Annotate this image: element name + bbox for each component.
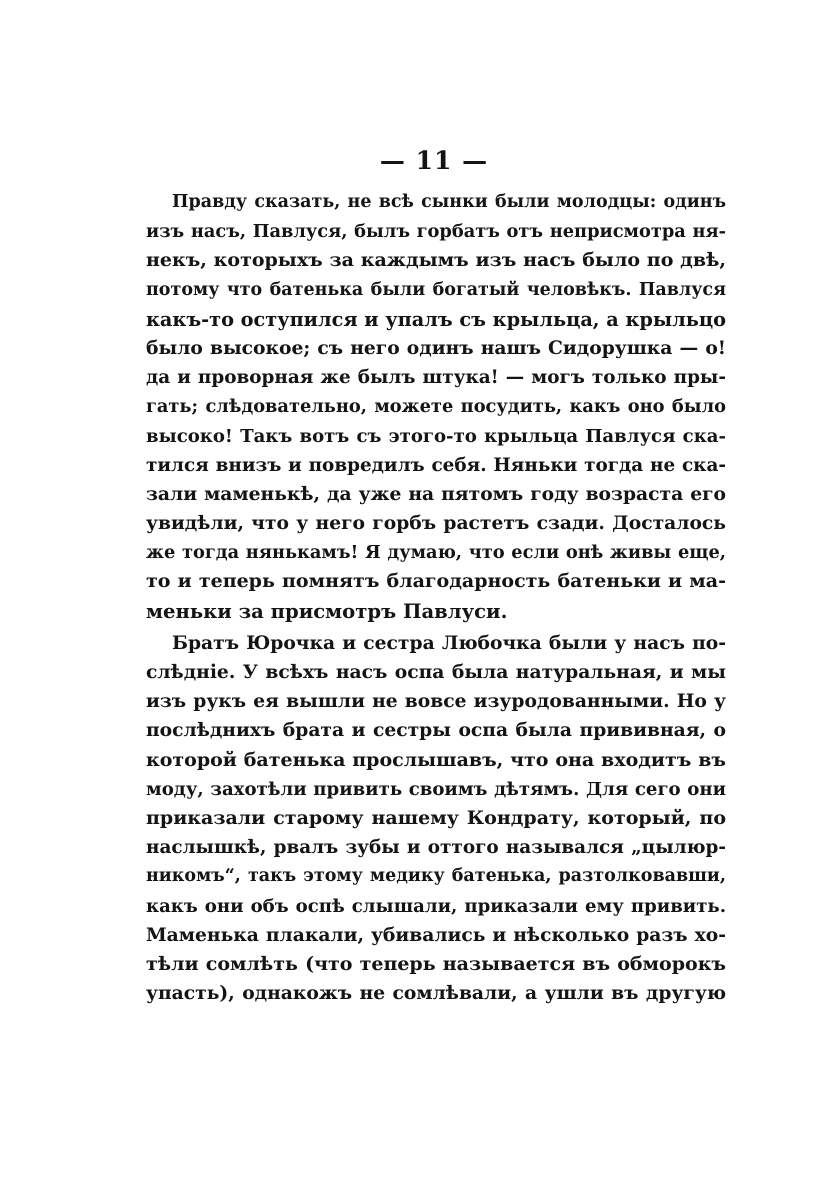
- text-line: которой батенька прослышавъ, что она входитъ въ: [146, 748, 726, 771]
- text-line: никомъ“, такъ этому медику батенька, разтолковавши,: [146, 866, 726, 887]
- text-line: тѣли сомлѣть (что теперь называется въ обморокъ: [146, 952, 726, 975]
- text-line: увидѣли, что у него горбъ растетъ сзади. Досталось: [146, 512, 726, 535]
- text-line: некъ, которыхъ за каждымъ изъ насъ было по двѣ,: [146, 249, 726, 272]
- paragraph-1: [146, 188, 726, 626]
- text-line: изъ насъ, Павлуся, былъ горбатъ отъ неприсмотра ня-: [146, 221, 726, 243]
- text-line: послѣднихъ брата и сестры оспа была прививная, о: [146, 719, 726, 742]
- text-line: какъ они объ оспѣ слышали, приказали ему привить.: [146, 895, 726, 917]
- text-line: меньки за присмотръ Павлуси.: [146, 599, 508, 623]
- text-line: приказали старому нашему Кондрату, который, по: [146, 806, 726, 829]
- text-line: Братъ Юрочка и сестра Любочка были у насъ по-: [172, 631, 726, 654]
- page-number: — 11 —: [379, 146, 489, 175]
- text-line: зали маменькѣ, да уже на пятомъ году возраста его: [146, 482, 726, 505]
- text-line: потому что батенька были богатый человѣкъ. Павлуся: [146, 279, 726, 300]
- text-line: же тогда нянькамъ! Я думаю, что если онѣ живы еще,: [146, 542, 726, 564]
- text-line: было высокое; съ него одинъ нашъ Сидорушка — о!: [146, 336, 726, 359]
- text-line: высоко! Такъ вотъ съ этого-то крыльца Павлуся ска-: [146, 425, 726, 447]
- text-line: упасть), однакожъ не сомлѣвали, а ушли въ другую: [146, 982, 726, 1005]
- text-line: какъ-то оступился и упалъ съ крыльца, а крыльцо: [146, 307, 726, 331]
- text-line: то и теперь помнятъ благодарность батеньки и ма-: [146, 570, 726, 593]
- text-line: изъ рукъ ея вышли не вовсе изуродованными. Но у: [146, 690, 726, 713]
- text-line: гать; слѣдовательно, можете посудить, какъ оно было: [146, 396, 726, 418]
- text-line: моду, захотѣли привить своимъ дѣтямъ. Для сего они: [146, 778, 726, 800]
- text-line: Правду сказать, не всѣ сынки были молодцы: одинъ: [172, 192, 726, 212]
- text-line: да и проворная же былъ штука! — могъ только пры-: [146, 367, 726, 389]
- text-line: Маменька плакали, убивались и нѣсколько разъ хо-: [146, 923, 726, 946]
- text-line: наслышкѣ, рвалъ зубы и оттого назывался „цылюр-: [146, 837, 726, 859]
- text-line: тился внизъ и повредилъ себя. Няньки тогда не ска-: [146, 454, 726, 476]
- text-line: слѣдніе. У всѣхъ насъ оспа была натуральная, и мы: [146, 661, 726, 683]
- paragraph-2: [146, 629, 726, 1008]
- text-body: [146, 188, 726, 1008]
